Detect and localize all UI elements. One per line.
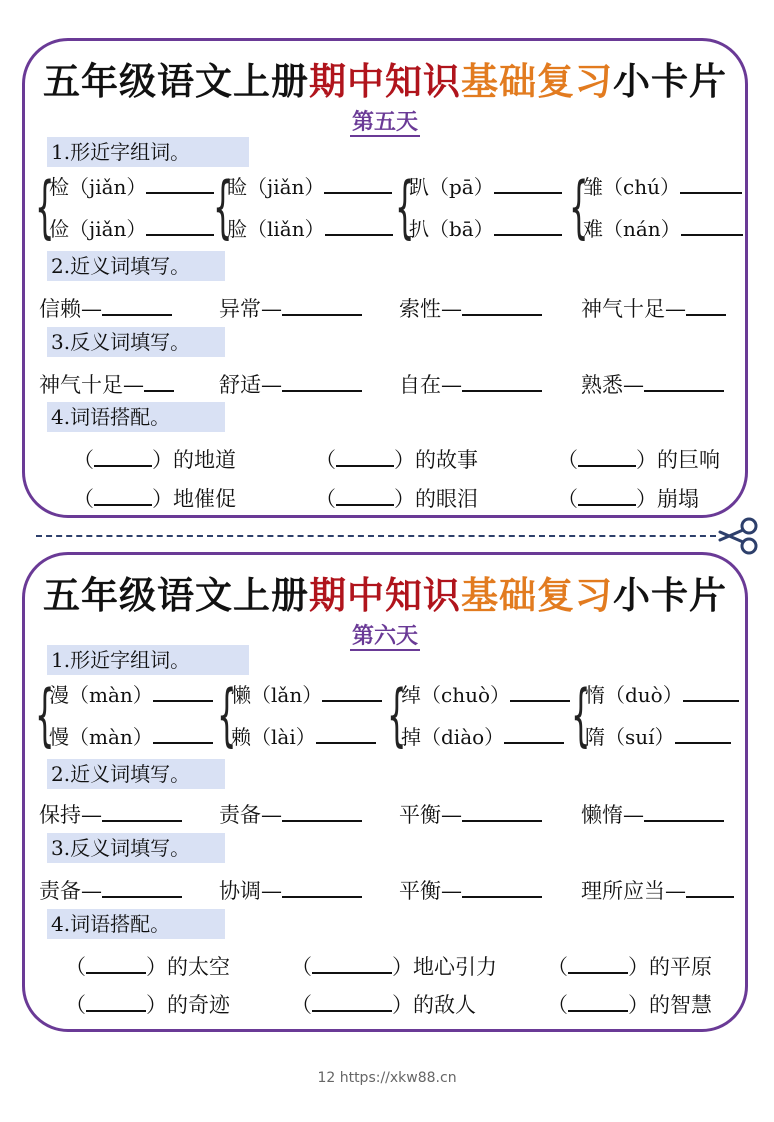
brace-icon: {	[35, 676, 55, 755]
answer-blank[interactable]	[568, 952, 628, 974]
synonym-item	[581, 293, 726, 323]
pair-item	[49, 721, 213, 750]
word-label: 责备—	[219, 803, 282, 827]
collocation-text: ）的智慧	[628, 993, 712, 1017]
answer-blank[interactable]	[681, 214, 743, 236]
char-pair	[569, 169, 741, 249]
answer-blank[interactable]	[644, 800, 724, 822]
scissors-icon	[716, 516, 762, 556]
answer-blank[interactable]	[153, 722, 213, 744]
pair-item	[585, 721, 731, 750]
answer-blank[interactable]	[316, 722, 376, 744]
answer-blank[interactable]	[322, 680, 382, 702]
synonym-item	[219, 799, 362, 829]
pair-item-label: 慢（màn）	[49, 725, 153, 749]
word-label: 舒适—	[219, 373, 282, 397]
brace-icon: {	[569, 168, 589, 247]
paren-open: （	[557, 448, 578, 472]
collocation-text: ）的地道	[152, 448, 236, 472]
answer-blank[interactable]	[462, 294, 542, 316]
title-part-grade: 五年级语文上册	[43, 574, 309, 617]
collocation-item	[73, 444, 236, 474]
pair-item-label: 漫（màn）	[49, 683, 153, 707]
day-text: 第五天	[351, 109, 418, 135]
pair-item-label: 赖（lài）	[231, 725, 316, 749]
title-part-grade: 五年级语文上册	[43, 60, 309, 103]
brace-icon: {	[387, 676, 407, 755]
section-heading-similar-chars: 1.形近字组词。	[47, 137, 249, 167]
answer-blank[interactable]	[282, 370, 362, 392]
answer-blank[interactable]	[282, 876, 362, 898]
antonym-item	[219, 875, 362, 905]
paren-open: （	[547, 993, 568, 1017]
antonym-item	[399, 369, 542, 399]
answer-blank[interactable]	[102, 876, 182, 898]
answer-blank[interactable]	[102, 294, 172, 316]
answer-blank[interactable]	[94, 484, 152, 506]
pair-item-label: 懒（lǎn）	[231, 683, 323, 707]
word-label: 自在—	[399, 373, 462, 397]
answer-blank[interactable]	[462, 876, 542, 898]
day-label	[25, 105, 745, 136]
answer-blank[interactable]	[686, 876, 734, 898]
section-heading-synonyms: 2.近义词填写。	[47, 251, 225, 281]
answer-blank[interactable]	[462, 800, 542, 822]
paren-open: （	[65, 955, 86, 979]
pair-item	[49, 213, 214, 242]
collocation-item	[315, 444, 478, 474]
day-text: 第六天	[351, 623, 418, 649]
answer-blank[interactable]	[680, 172, 742, 194]
title-part-midterm: 期中知识	[309, 60, 461, 103]
brace-icon: {	[213, 168, 233, 247]
collocation-text: ）的巨响	[636, 448, 720, 472]
pair-item-label: 睑（jiǎn）	[227, 175, 325, 199]
pair-item-label: 检（jiǎn）	[49, 175, 147, 199]
word-label: 异常—	[219, 297, 282, 321]
synonym-item	[399, 293, 542, 323]
page-footer: 12 https://xkw88.cn	[317, 1070, 457, 1086]
synonym-item	[399, 799, 542, 829]
collocation-text: ）的平原	[628, 955, 712, 979]
collocation-item	[547, 951, 712, 981]
paren-open: （	[557, 487, 578, 511]
answer-blank[interactable]	[94, 445, 152, 467]
section-heading-synonyms: 2.近义词填写。	[47, 759, 225, 789]
pair-item	[409, 213, 562, 242]
paren-open: （	[315, 448, 336, 472]
pair-item-label: 难（nán）	[583, 217, 681, 241]
pair-item	[401, 721, 564, 750]
pair-item	[585, 679, 739, 708]
answer-blank[interactable]	[86, 952, 146, 974]
answer-blank[interactable]	[282, 294, 362, 316]
collocation-text: ）的敌人	[392, 993, 476, 1017]
collocation-text: ）崩塌	[636, 487, 699, 511]
card-title	[25, 51, 745, 105]
answer-blank[interactable]	[153, 680, 213, 702]
pair-item	[401, 679, 570, 708]
title-part-review: 基础复习	[461, 60, 613, 103]
collocation-text: ）的奇迹	[146, 993, 230, 1017]
word-label: 保持—	[39, 803, 102, 827]
answer-blank[interactable]	[336, 484, 394, 506]
title-part-card: 小卡片	[613, 574, 727, 617]
word-label: 神气十足—	[39, 373, 144, 397]
answer-blank[interactable]	[102, 800, 182, 822]
word-label: 索性—	[399, 297, 462, 321]
antonym-item	[219, 369, 362, 399]
collocation-item	[73, 483, 236, 513]
antonym-item	[581, 369, 724, 399]
synonym-item	[219, 293, 362, 323]
pair-item	[231, 721, 376, 750]
collocation-item	[65, 951, 230, 981]
answer-blank[interactable]	[578, 484, 636, 506]
brace-icon: {	[217, 676, 237, 755]
review-card-day5	[22, 38, 748, 518]
antonym-item	[39, 875, 182, 905]
antonym-item	[39, 369, 174, 399]
answer-blank[interactable]	[312, 952, 392, 974]
paren-open: （	[73, 448, 94, 472]
word-label: 熟悉—	[581, 373, 644, 397]
pair-item-label: 雏（chú）	[583, 175, 680, 199]
char-pair	[213, 169, 385, 249]
collocation-text: ）的眼泪	[394, 487, 478, 511]
collocation-item	[65, 989, 230, 1019]
title-part-card: 小卡片	[613, 60, 727, 103]
word-label: 信赖—	[39, 297, 102, 321]
pair-item-label: 隋（suí）	[585, 725, 675, 749]
answer-blank[interactable]	[510, 680, 570, 702]
answer-blank[interactable]	[324, 172, 392, 194]
answer-blank[interactable]	[504, 722, 564, 744]
answer-blank[interactable]	[86, 990, 146, 1012]
pair-item	[409, 171, 562, 200]
pair-item	[583, 171, 742, 200]
paren-open: （	[73, 487, 94, 511]
collocation-item	[291, 989, 476, 1019]
answer-blank[interactable]	[282, 800, 362, 822]
cut-line-divider	[36, 535, 716, 537]
char-pair	[395, 169, 567, 249]
collocation-text: ）的太空	[146, 955, 230, 979]
answer-blank[interactable]	[683, 680, 739, 702]
paren-open: （	[65, 993, 86, 1017]
pair-item-label: 扒（bā）	[409, 217, 494, 241]
review-card-day6	[22, 552, 748, 1032]
collocation-item	[291, 951, 497, 981]
answer-blank[interactable]	[568, 990, 628, 1012]
word-label: 责备—	[39, 879, 102, 903]
section-heading-similar-chars: 1.形近字组词。	[47, 645, 249, 675]
answer-blank[interactable]	[462, 370, 542, 392]
char-pair	[35, 677, 207, 757]
brace-icon: {	[395, 168, 415, 247]
section-heading-collocation: 4.词语搭配。	[47, 402, 225, 432]
paren-open: （	[315, 487, 336, 511]
word-label: 神气十足—	[581, 297, 686, 321]
section-heading-collocation: 4.词语搭配。	[47, 909, 225, 939]
char-pair	[35, 169, 207, 249]
paren-open: （	[291, 993, 312, 1017]
pair-item-label: 脸（liǎn）	[227, 217, 325, 241]
antonym-item	[399, 875, 542, 905]
collocation-item	[315, 483, 478, 513]
answer-blank[interactable]	[325, 214, 393, 236]
pair-item-label: 绰（chuò）	[401, 683, 511, 707]
char-pair	[217, 677, 389, 757]
collocation-item	[547, 989, 712, 1019]
card-title	[25, 565, 745, 619]
answer-blank[interactable]	[146, 214, 214, 236]
word-label: 懒惰—	[581, 803, 644, 827]
paren-open: （	[291, 955, 312, 979]
synonym-item	[39, 293, 172, 323]
title-part-review: 基础复习	[461, 574, 613, 617]
pair-item-label: 趴（pā）	[409, 175, 494, 199]
pair-item	[49, 171, 214, 200]
word-label: 协调—	[219, 879, 282, 903]
collocation-item	[557, 444, 720, 474]
brace-icon: {	[571, 676, 591, 755]
char-pair	[387, 677, 559, 757]
answer-blank[interactable]	[336, 445, 394, 467]
pair-item-label: 掉（diào）	[401, 725, 505, 749]
pair-item	[227, 213, 393, 242]
answer-blank[interactable]	[494, 172, 562, 194]
answer-blank[interactable]	[675, 722, 731, 744]
pair-item-label: 惰（duò）	[585, 683, 683, 707]
pair-item-label: 俭（jiǎn）	[49, 217, 147, 241]
brace-icon: {	[35, 168, 55, 247]
pair-item	[227, 171, 392, 200]
collocation-item	[557, 483, 699, 513]
pair-item	[231, 679, 382, 708]
answer-blank[interactable]	[144, 370, 174, 392]
collocation-text: ）的故事	[394, 448, 478, 472]
answer-blank[interactable]	[686, 294, 726, 316]
answer-blank[interactable]	[578, 445, 636, 467]
section-heading-antonyms: 3.反义词填写。	[47, 833, 225, 863]
title-part-midterm: 期中知识	[309, 574, 461, 617]
synonym-item	[581, 799, 724, 829]
word-label: 平衡—	[399, 803, 462, 827]
paren-open: （	[547, 955, 568, 979]
answer-blank[interactable]	[644, 370, 724, 392]
answer-blank[interactable]	[312, 990, 392, 1012]
word-label: 平衡—	[399, 879, 462, 903]
antonym-item	[581, 875, 734, 905]
pair-item	[49, 679, 213, 708]
collocation-text: ）地催促	[152, 487, 236, 511]
word-label: 理所应当—	[581, 879, 686, 903]
collocation-text: ）地心引力	[392, 955, 497, 979]
char-pair	[571, 677, 743, 757]
section-heading-antonyms: 3.反义词填写。	[47, 327, 225, 357]
synonym-item	[39, 799, 182, 829]
answer-blank[interactable]	[494, 214, 562, 236]
pair-item	[583, 213, 743, 242]
answer-blank[interactable]	[146, 172, 214, 194]
